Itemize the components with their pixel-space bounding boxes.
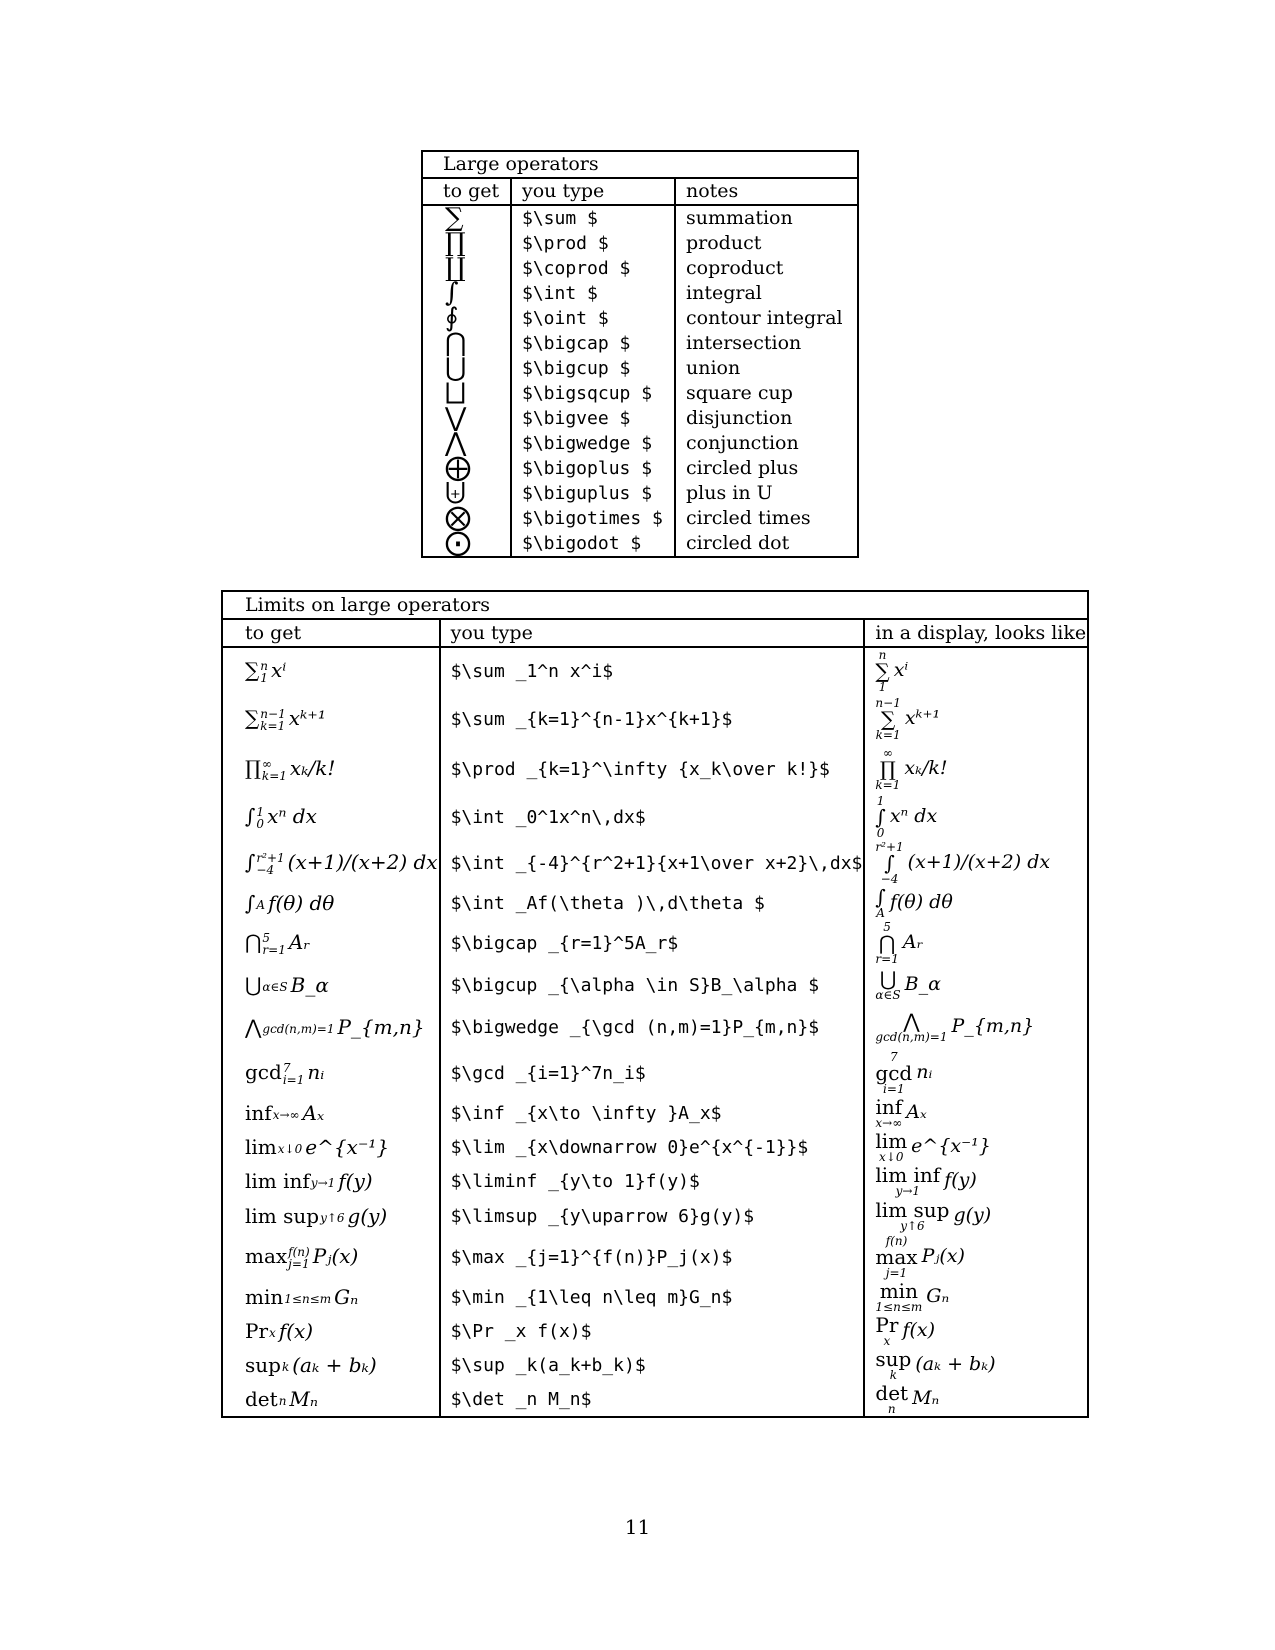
display-subscript: k=1 xyxy=(875,728,901,742)
operator-code: $\sum $ xyxy=(511,205,675,231)
display-operator: ∫ xyxy=(875,805,886,829)
operator-note: circled dot xyxy=(686,532,790,554)
display-operand: Aₓ xyxy=(906,1101,927,1123)
table-title-row xyxy=(422,151,858,178)
display-operand: P_{m,n} xyxy=(951,1015,1035,1037)
display-formula xyxy=(864,794,1088,840)
table-row xyxy=(222,1198,1088,1234)
display-subscript: i=1 xyxy=(883,1082,905,1096)
display-operand: xⁱ xyxy=(893,659,909,681)
display-subscript: n xyxy=(887,1402,896,1416)
column-header-to-get: to get xyxy=(422,178,511,205)
formula-code: $\gcd _{i=1}^7n_i$ xyxy=(440,1050,865,1096)
operand: f(θ) dθ xyxy=(268,891,335,915)
operator-symbol: ∫ xyxy=(422,281,511,306)
operator: ∫ xyxy=(245,850,256,875)
column-header-notes: notes xyxy=(675,178,858,205)
subscript: y→1 xyxy=(310,1175,336,1190)
display-subscript: α∈S xyxy=(875,988,901,1002)
table-row xyxy=(422,381,858,406)
formula-code: $\bigwedge _{\gcd (n,m)=1}P_{m,n}$ xyxy=(440,1004,865,1050)
inline-formula xyxy=(222,1004,440,1050)
table-row xyxy=(422,256,858,281)
display-operator: inf xyxy=(875,1095,903,1119)
display-operator: lim inf xyxy=(875,1163,941,1187)
limits-table xyxy=(221,590,1089,1418)
display-formula xyxy=(864,1164,1088,1198)
table-row xyxy=(422,431,858,456)
operand: xⁱ xyxy=(271,658,287,683)
display-formula xyxy=(864,1050,1088,1096)
display-subscript: 1 xyxy=(878,680,887,694)
subscript: 1≤n≤m xyxy=(284,1291,332,1306)
operator-note: plus in U xyxy=(686,482,773,504)
display-operand: Pⱼ(x) xyxy=(921,1245,965,1267)
operand: nᵢ xyxy=(307,1060,325,1085)
operator-code: $\bigsqcup $ xyxy=(511,381,675,406)
display-superscript: r²+1 xyxy=(875,840,904,854)
subscript: k=1 xyxy=(260,718,286,733)
operator: ∏ xyxy=(245,756,261,781)
operator-code: $\bigvee $ xyxy=(511,406,675,431)
inline-formula xyxy=(222,1382,440,1417)
display-operand: xⁿ dx xyxy=(889,805,938,827)
formula-code: $\int _Af(\theta )\,d\theta $ xyxy=(440,886,865,920)
subscript: i=1 xyxy=(282,1072,305,1087)
operator-code: $\bigodot $ xyxy=(511,531,675,557)
operator-code: $\coprod $ xyxy=(511,256,675,281)
display-subscript: −4 xyxy=(880,872,899,886)
limits-body xyxy=(222,591,1088,1417)
display-subscript: x xyxy=(883,1334,891,1348)
display-operator: ⋃ xyxy=(879,967,897,991)
display-operand: f(x) xyxy=(902,1319,936,1341)
superscript: 7 xyxy=(282,1060,291,1075)
table-row xyxy=(422,531,858,557)
formula-code: $\sum _1^n x^i$ xyxy=(440,647,865,694)
formula-code: $\int _{-4}^{r^2+1}{x+1\over x+2}\,dx$ xyxy=(440,840,865,886)
table-row xyxy=(222,1096,1088,1130)
display-formula xyxy=(864,920,1088,966)
inline-formula xyxy=(222,694,440,744)
operator: ∫ xyxy=(245,804,256,829)
operator-symbol: ⨄ xyxy=(422,481,511,506)
operator-symbol: ⨂ xyxy=(422,506,511,531)
display-subscript: x↓0 xyxy=(879,1150,904,1164)
display-subscript: k xyxy=(889,1368,898,1382)
column-header-you-type: you type xyxy=(511,178,675,205)
inline-formula xyxy=(222,1050,440,1096)
table-row xyxy=(222,840,1088,886)
operator: inf xyxy=(245,1101,272,1125)
table-row xyxy=(422,281,858,306)
display-operator: Pr xyxy=(875,1313,899,1337)
formula-code: $\prod _{k=1}^\infty {x_k\over k!}$ xyxy=(440,744,865,794)
table-title-row xyxy=(222,591,1088,619)
operand: (aₖ + bₖ) xyxy=(292,1353,377,1377)
formula-code: $\min _{1\leq n\leq m}G_n$ xyxy=(440,1280,865,1314)
display-formula xyxy=(864,1314,1088,1348)
operator: max xyxy=(245,1244,288,1269)
formula-code: $\Pr _x f(x)$ xyxy=(440,1314,865,1348)
formula-code: $\limsup _{y\uparrow 6}g(y)$ xyxy=(440,1198,865,1234)
table-title: Limits on large operators xyxy=(222,591,1088,619)
inline-formula xyxy=(222,744,440,794)
display-operator: ∑ xyxy=(880,707,896,731)
table-row xyxy=(222,920,1088,966)
operand: Aₓ xyxy=(302,1101,325,1125)
inline-formula xyxy=(222,1164,440,1198)
display-operand: Aᵣ xyxy=(902,931,924,953)
display-formula xyxy=(864,1096,1088,1130)
operator-note: intersection xyxy=(686,332,802,354)
inline-formula xyxy=(222,1280,440,1314)
table-row xyxy=(222,1050,1088,1096)
table-row xyxy=(422,406,858,431)
superscript: r²+1 xyxy=(256,850,285,865)
display-subscript: k=1 xyxy=(875,778,901,792)
operand: f(x) xyxy=(278,1319,314,1343)
table-row xyxy=(222,1280,1088,1314)
subscript: n xyxy=(278,1393,287,1408)
subscript: gcd(n,m)=1 xyxy=(262,1021,335,1036)
table-row xyxy=(422,356,858,381)
operator-note: coproduct xyxy=(686,257,784,279)
formula-code: $\sum _{k=1}^{n-1}x^{k+1}$ xyxy=(440,694,865,744)
subscript: j=1 xyxy=(288,1256,310,1271)
display-formula xyxy=(864,886,1088,920)
display-operator: det xyxy=(875,1381,909,1405)
operator-symbol: ∐ xyxy=(422,256,511,281)
subscript: x xyxy=(269,1325,276,1340)
table-row xyxy=(422,456,858,481)
table-row xyxy=(422,331,858,356)
display-subscript: 1≤n≤m xyxy=(875,1300,923,1314)
inline-formula xyxy=(222,1096,440,1130)
display-operator: lim xyxy=(875,1129,908,1153)
table-row xyxy=(422,506,858,531)
operator-code: $\biguplus $ xyxy=(511,481,675,506)
column-header-display: in a display, looks like xyxy=(864,619,1088,647)
display-operand: g(y) xyxy=(953,1204,992,1226)
display-subscript: gcd(n,m)=1 xyxy=(875,1030,948,1044)
table-row xyxy=(222,1234,1088,1280)
table-row xyxy=(422,481,858,506)
operator-symbol: ⋁ xyxy=(422,406,511,431)
operand: Pⱼ(x) xyxy=(312,1244,359,1269)
inline-formula xyxy=(222,1130,440,1164)
display-subscript: r=1 xyxy=(875,952,899,966)
operator-note: square cup xyxy=(686,382,793,404)
table-row xyxy=(222,1314,1088,1348)
operand: xⁿ dx xyxy=(267,804,317,829)
operator: ∫ xyxy=(245,891,256,915)
operator-symbol: ⋃ xyxy=(422,356,511,381)
table-row xyxy=(222,744,1088,794)
operator: gcd xyxy=(245,1060,282,1085)
display-formula xyxy=(864,1130,1088,1164)
subscript: −4 xyxy=(256,862,275,877)
display-formula xyxy=(864,840,1088,886)
display-operand: (x+1)/(x+2) dx xyxy=(907,851,1051,873)
operand: P_{m,n} xyxy=(337,1015,425,1039)
display-formula xyxy=(864,744,1088,794)
superscript: ∞ xyxy=(261,756,272,771)
operator-code: $\bigoplus $ xyxy=(511,456,675,481)
subscript: 0 xyxy=(256,816,265,831)
superscript: 1 xyxy=(256,804,265,819)
operator-note: contour integral xyxy=(686,307,843,329)
operator-symbol: ∏ xyxy=(422,231,511,256)
operator-note: union xyxy=(686,357,741,379)
display-superscript: n−1 xyxy=(875,696,901,710)
operand: g(y) xyxy=(347,1204,388,1228)
display-operand: f(θ) dθ xyxy=(889,891,953,913)
display-operand: xₖ/k! xyxy=(904,757,948,779)
inline-formula xyxy=(222,840,440,886)
display-operand: nᵢ xyxy=(916,1061,933,1083)
formula-code: $\max _{j=1}^{f(n)}P_j(x)$ xyxy=(440,1234,865,1280)
table-row xyxy=(222,1130,1088,1164)
operator-code: $\oint $ xyxy=(511,306,675,331)
subscript: k=1 xyxy=(261,768,287,783)
formula-code: $\inf _{x\to \infty }A_x$ xyxy=(440,1096,865,1130)
inline-formula xyxy=(222,966,440,1004)
inline-formula xyxy=(222,794,440,840)
formula-code: $\sup _k(a_k+b_k)$ xyxy=(440,1348,865,1382)
formula-code: $\det _n M_n$ xyxy=(440,1382,865,1417)
operand: Gₙ xyxy=(334,1285,359,1309)
operator-note: integral xyxy=(686,282,762,304)
operator: lim xyxy=(245,1135,277,1159)
inline-formula xyxy=(222,1234,440,1280)
display-formula xyxy=(864,966,1088,1004)
table-row xyxy=(422,205,858,231)
operator: ⋂ xyxy=(245,930,262,955)
operand: Aᵣ xyxy=(288,930,311,955)
table-row xyxy=(222,694,1088,744)
inline-formula xyxy=(222,920,440,966)
subscript: α∈S xyxy=(262,979,288,994)
inline-formula xyxy=(222,1198,440,1234)
superscript: f(n) xyxy=(288,1244,310,1259)
operand: xᵏ⁺¹ xyxy=(288,706,326,731)
table-row xyxy=(222,1164,1088,1198)
operator: det xyxy=(245,1387,278,1411)
table-row xyxy=(222,1004,1088,1050)
display-subscript: A xyxy=(876,906,885,920)
display-formula xyxy=(864,1382,1088,1417)
display-operator: sup xyxy=(875,1347,912,1371)
display-formula xyxy=(864,1280,1088,1314)
operand: B_α xyxy=(290,973,329,997)
display-formula xyxy=(864,647,1088,694)
operator: ⋀ xyxy=(245,1015,262,1039)
operator-note: circled plus xyxy=(686,457,799,479)
display-operand: xᵏ⁺¹ xyxy=(904,707,941,729)
operator: sup xyxy=(245,1353,281,1377)
superscript: n xyxy=(260,658,269,673)
operator: ∑ xyxy=(245,706,260,731)
display-superscript: 5 xyxy=(883,920,891,934)
operand: (x+1)/(x+2) dx xyxy=(287,850,438,875)
display-formula xyxy=(864,1004,1088,1050)
operand: f(y) xyxy=(338,1169,373,1193)
large-operators-body xyxy=(422,151,858,557)
operator-symbol: ∮ xyxy=(422,306,511,331)
subscript: A xyxy=(256,897,266,912)
operator-symbol: ⨁ xyxy=(422,456,511,481)
operator-code: $\int $ xyxy=(511,281,675,306)
table-header-row xyxy=(222,619,1088,647)
display-operand: Gₙ xyxy=(926,1285,950,1307)
table-title: Large operators xyxy=(422,151,858,178)
operator-code: $\bigcup $ xyxy=(511,356,675,381)
large-operators-table xyxy=(421,150,859,558)
operator-code: $\bigwedge $ xyxy=(511,431,675,456)
operator-symbol: ⨆ xyxy=(422,381,511,406)
subscript: 1 xyxy=(260,670,268,685)
inline-formula xyxy=(222,886,440,920)
superscript: 5 xyxy=(262,930,271,945)
display-superscript: 7 xyxy=(889,1050,898,1064)
column-header-you-type: you type xyxy=(440,619,865,647)
formula-code: $\int _0^1x^n\,dx$ xyxy=(440,794,865,840)
operand: e^{x⁻¹} xyxy=(305,1135,390,1159)
display-formula xyxy=(864,694,1088,744)
display-formula xyxy=(864,1348,1088,1382)
display-operand: Mₙ xyxy=(912,1387,940,1409)
formula-code: $\liminf _{y\to 1}f(y)$ xyxy=(440,1164,865,1198)
operator-symbol: ⨀ xyxy=(422,531,511,557)
operand: xₖ/k! xyxy=(289,756,336,781)
operand: Mₙ xyxy=(289,1387,319,1411)
display-superscript: n xyxy=(878,648,887,662)
formula-code: $\lim _{x\downarrow 0}e^{x^{-1}}$ xyxy=(440,1130,865,1164)
table-row xyxy=(422,306,858,331)
operator-symbol: ⋀ xyxy=(422,431,511,456)
operator-symbol: ∑ xyxy=(422,205,511,231)
subscript: r=1 xyxy=(262,942,286,957)
display-operator: ⋀ xyxy=(903,1009,920,1033)
inline-formula xyxy=(222,647,440,694)
display-operand: e^{x⁻¹} xyxy=(911,1135,991,1157)
display-operand: (aₖ + bₖ) xyxy=(915,1353,996,1375)
display-superscript: f(n) xyxy=(885,1234,908,1248)
display-formula xyxy=(864,1198,1088,1234)
subscript: x↓0 xyxy=(277,1141,303,1156)
operator-symbol: ⋂ xyxy=(422,331,511,356)
inline-formula xyxy=(222,1314,440,1348)
table-row xyxy=(222,647,1088,694)
page-number: 11 xyxy=(624,1515,651,1539)
display-subscript: 0 xyxy=(876,826,885,840)
display-operator: max xyxy=(875,1245,918,1269)
display-formula xyxy=(864,1234,1088,1280)
formula-code: $\bigcup _{\alpha \in S}B_\alpha $ xyxy=(440,966,865,1004)
display-subscript: y↑6 xyxy=(900,1219,925,1233)
operator: lim sup xyxy=(245,1204,320,1228)
superscript: n−1 xyxy=(260,706,286,721)
table-row xyxy=(222,794,1088,840)
table-row xyxy=(422,231,858,256)
operator: Pr xyxy=(245,1319,269,1343)
table-row xyxy=(222,966,1088,1004)
display-superscript: ∞ xyxy=(882,746,893,760)
display-operator: ∑ xyxy=(875,659,890,683)
display-subscript: y→1 xyxy=(895,1184,921,1198)
operator: lim inf xyxy=(245,1169,310,1193)
display-operand: f(y) xyxy=(944,1169,977,1191)
subscript: k xyxy=(281,1359,290,1374)
display-operator: ∏ xyxy=(879,757,896,781)
operator-note: conjunction xyxy=(686,432,799,454)
subscript: y↑6 xyxy=(320,1210,345,1225)
operator-code: $\bigcap $ xyxy=(511,331,675,356)
operator: ∑ xyxy=(245,658,260,683)
display-operator: gcd xyxy=(875,1061,913,1085)
display-operator: min xyxy=(879,1279,918,1303)
operator-note: disjunction xyxy=(686,407,793,429)
table-row xyxy=(222,1382,1088,1417)
table-row xyxy=(222,1348,1088,1382)
display-operator: ⋂ xyxy=(878,931,896,955)
table-row xyxy=(222,886,1088,920)
operator-code: $\bigotimes $ xyxy=(511,506,675,531)
operator: min xyxy=(245,1285,284,1309)
display-operator: ∫ xyxy=(884,851,895,875)
operator-note: circled times xyxy=(686,507,811,529)
operator: ⋃ xyxy=(245,973,262,997)
operator-code: $\prod $ xyxy=(511,231,675,256)
table-header-row xyxy=(422,178,858,205)
operator-note: summation xyxy=(686,207,793,229)
display-operator: ∫ xyxy=(875,885,886,909)
display-superscript: 1 xyxy=(876,794,885,808)
operator-note: product xyxy=(686,232,762,254)
inline-formula xyxy=(222,1348,440,1382)
formula-code: $\bigcap _{r=1}^5A_r$ xyxy=(440,920,865,966)
display-operand: B_α xyxy=(904,973,941,995)
display-subscript: x→∞ xyxy=(875,1116,903,1130)
column-header-to-get: to get xyxy=(222,619,440,647)
subscript: x→∞ xyxy=(272,1107,300,1122)
display-operator: lim sup xyxy=(875,1198,950,1222)
display-subscript: j=1 xyxy=(885,1266,908,1280)
